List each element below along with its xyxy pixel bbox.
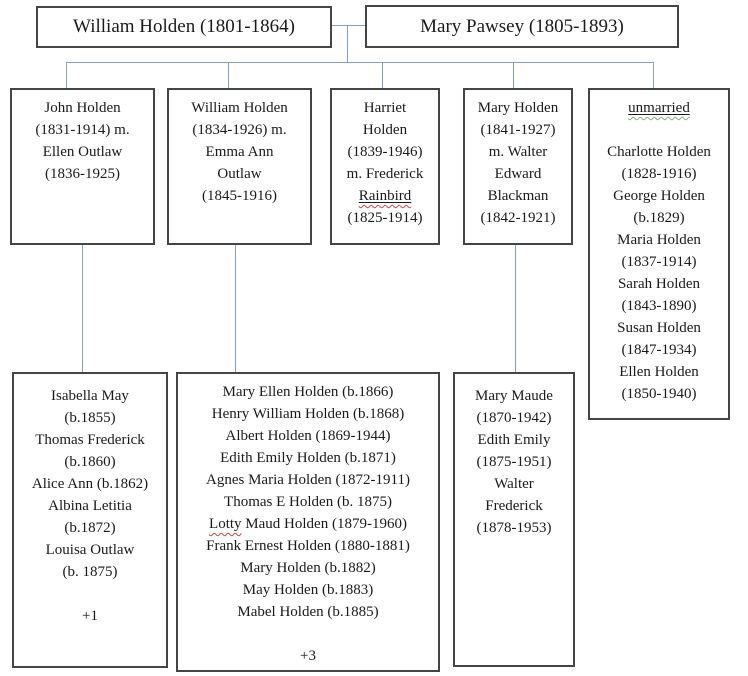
person-label: William Holden (1801-1864) xyxy=(73,16,295,37)
children-box-mary-family: Mary Maude (1870-1942) Edith Emily (1875-1951) Walter Frederick (1878-1953) xyxy=(453,372,575,667)
children-box-william-family: Mary Ellen Holden (b.1866) Henry William Holden (b.1868) Albert Holden (1869-1944) Edith Emily Holden (b.1871) Agnes Maria Holden (1872-1911) Thomas E Holden (b. 1875) Lotty Maud Holden (1879-1960) Frank Ernest Holden (1880-1881) Mary Holden (b.1882) May Holden (b.1883) Mabel Holden (b.1885) +3 xyxy=(176,372,440,672)
connector-william-to-children xyxy=(235,245,236,372)
connector-drop-mary xyxy=(513,62,514,88)
connector-parents-drop-line xyxy=(347,25,348,62)
connector-drop-harriet xyxy=(382,62,383,88)
connector-drop-william xyxy=(228,62,229,88)
connector-parents-marriage-line xyxy=(332,25,365,26)
children-box-john-family: Isabella May (b.1855) Thomas Frederick (b.1860) Alice Ann (b.1862) Albina Letitia (b.1872) Louisa Outlaw (b. 1875) +1 xyxy=(12,372,168,668)
connector-generation2-bus-line xyxy=(66,62,654,63)
person-box-mary-holden: Mary Holden (1841-1927) m. Walter Edward Blackman (1842-1921) xyxy=(463,88,573,245)
person-box-harriet-holden: Harriet Holden (1839-1946) m. Frederick Rainbird (1825-1914) xyxy=(330,88,440,245)
person-box-john-holden: John Holden (1831-1914) m. Ellen Outlaw (1836-1925) xyxy=(10,88,155,245)
connector-john-to-children xyxy=(82,245,83,372)
person-box-william-holden-senior xyxy=(36,6,332,48)
person-box-william-holden: William Holden (1834-1926) m. Emma Ann Outlaw (1845-1916) xyxy=(167,88,312,245)
connector-drop-john xyxy=(66,62,67,88)
person-label: Mary Pawsey (1805-1893) xyxy=(420,15,624,37)
connector-drop-unmarried xyxy=(653,62,654,88)
person-box-mary-pawsey xyxy=(365,5,679,48)
connector-mary-to-children xyxy=(515,245,516,372)
person-box-unmarried-siblings: unmarried Charlotte Holden (1828-1916) George Holden (b.1829) Maria Holden (1837-1914) Sarah Holden (1843-1890) Susan Holden (1847-1934) Ellen Holden (1850-1940) xyxy=(588,88,730,420)
